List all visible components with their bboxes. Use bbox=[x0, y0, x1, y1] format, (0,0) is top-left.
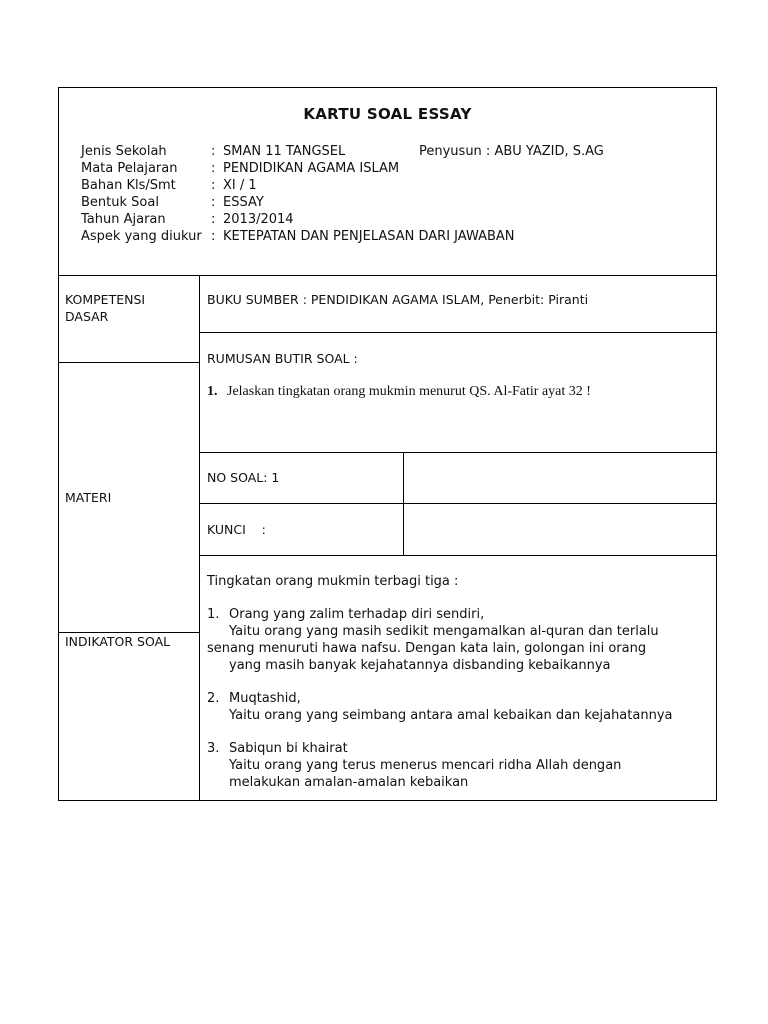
field-label: Tahun Ajaran bbox=[81, 212, 166, 227]
kompetensi-label-line: KOMPETENSI bbox=[65, 292, 146, 307]
answer-line: Yaitu orang yang seimbang antara amal kebaikan dan kejahatannya bbox=[229, 708, 673, 723]
field-label: Bahan Kls/Smt bbox=[81, 178, 176, 193]
field-colon: : bbox=[211, 195, 216, 210]
answer-item bbox=[207, 606, 707, 674]
buku-divider bbox=[199, 332, 716, 333]
question-card bbox=[58, 87, 717, 801]
answer-line: yang masih banyak kejahatannya disbanding kebaikannya bbox=[229, 658, 611, 673]
kompetensi-dasar-label bbox=[65, 291, 145, 325]
kunci-row-divider bbox=[199, 555, 716, 556]
left-column-divider bbox=[199, 275, 200, 800]
kompetensi-label-line: DASAR bbox=[65, 309, 109, 324]
no-soal: NO SOAL: 1 bbox=[207, 470, 280, 485]
rumusan-divider bbox=[199, 452, 716, 453]
answer-number: 3. bbox=[207, 741, 220, 756]
answer-key bbox=[207, 573, 707, 791]
field-colon: : bbox=[211, 229, 216, 244]
no-soal-row-divider bbox=[199, 503, 716, 504]
answer-title: Muqtashid, bbox=[229, 691, 301, 706]
rumusan-label: RUMUSAN BUTIR SOAL : bbox=[207, 351, 358, 366]
answer-item bbox=[207, 740, 707, 791]
answer-line: melakukan amalan-amalan kebaikan bbox=[229, 775, 469, 790]
field-value: PENDIDIKAN AGAMA ISLAM bbox=[223, 161, 400, 176]
buku-sumber-label: BUKU SUMBER : PENDIDIKAN AGAMA ISLAM, bbox=[207, 292, 485, 307]
field-colon: : bbox=[211, 178, 216, 193]
field-label: Jenis Sekolah bbox=[81, 144, 167, 159]
field-value: ESSAY bbox=[223, 195, 264, 210]
field-value: KETEPATAN DAN PENJELASAN DARI JAWABAN bbox=[223, 229, 515, 244]
field-value: 2013/2014 bbox=[223, 212, 294, 227]
answer-number: 2. bbox=[207, 691, 220, 706]
answer-line: senang menuruti hawa nafsu. Dengan kata lain, golongan ini orang bbox=[207, 641, 647, 656]
materi-label: MATERI bbox=[65, 490, 112, 505]
answer-item bbox=[207, 690, 707, 724]
kompetensi-divider bbox=[59, 362, 199, 363]
answer-title: Sabiqun bi khairat bbox=[229, 741, 348, 756]
buku-sumber bbox=[207, 291, 588, 308]
answer-intro: Tingkatan orang mukmin terbagi tiga : bbox=[207, 574, 459, 589]
answer-line: Yaitu orang yang terus menerus mencari ridha Allah dengan bbox=[229, 758, 622, 773]
kunci-label: KUNCI : bbox=[207, 522, 266, 537]
author: Penyusun : ABU YAZID, S.AG bbox=[419, 144, 604, 159]
penerbit: Penerbit: Piranti bbox=[488, 292, 589, 307]
header-divider bbox=[59, 275, 716, 276]
card-title: KARTU SOAL ESSAY bbox=[303, 105, 472, 123]
field-colon: : bbox=[211, 161, 216, 176]
answer-title: Orang yang zalim terhadap diri sendiri, bbox=[229, 607, 485, 622]
field-colon: : bbox=[211, 212, 216, 227]
field-value: SMAN 11 TANGSEL bbox=[223, 144, 346, 159]
field-colon: : bbox=[211, 144, 216, 159]
field-label: Mata Pelajaran bbox=[81, 161, 178, 176]
question bbox=[207, 383, 591, 400]
no-soal-divider bbox=[403, 452, 404, 556]
answer-number: 1. bbox=[207, 607, 220, 622]
answer-line: Yaitu orang yang masih sedikit mengamalkan al-quran dan terlalu bbox=[229, 624, 659, 639]
field-label: Bentuk Soal bbox=[81, 195, 159, 210]
question-number: 1. bbox=[207, 384, 218, 399]
field-label: Aspek yang diukur bbox=[81, 229, 202, 244]
question-text: Jelaskan tingkatan orang mukmin menurut QS. Al-Fatir ayat 32 ! bbox=[227, 384, 591, 399]
field-value: XI / 1 bbox=[223, 178, 257, 193]
indikator-soal-label: INDIKATOR SOAL bbox=[65, 634, 171, 649]
